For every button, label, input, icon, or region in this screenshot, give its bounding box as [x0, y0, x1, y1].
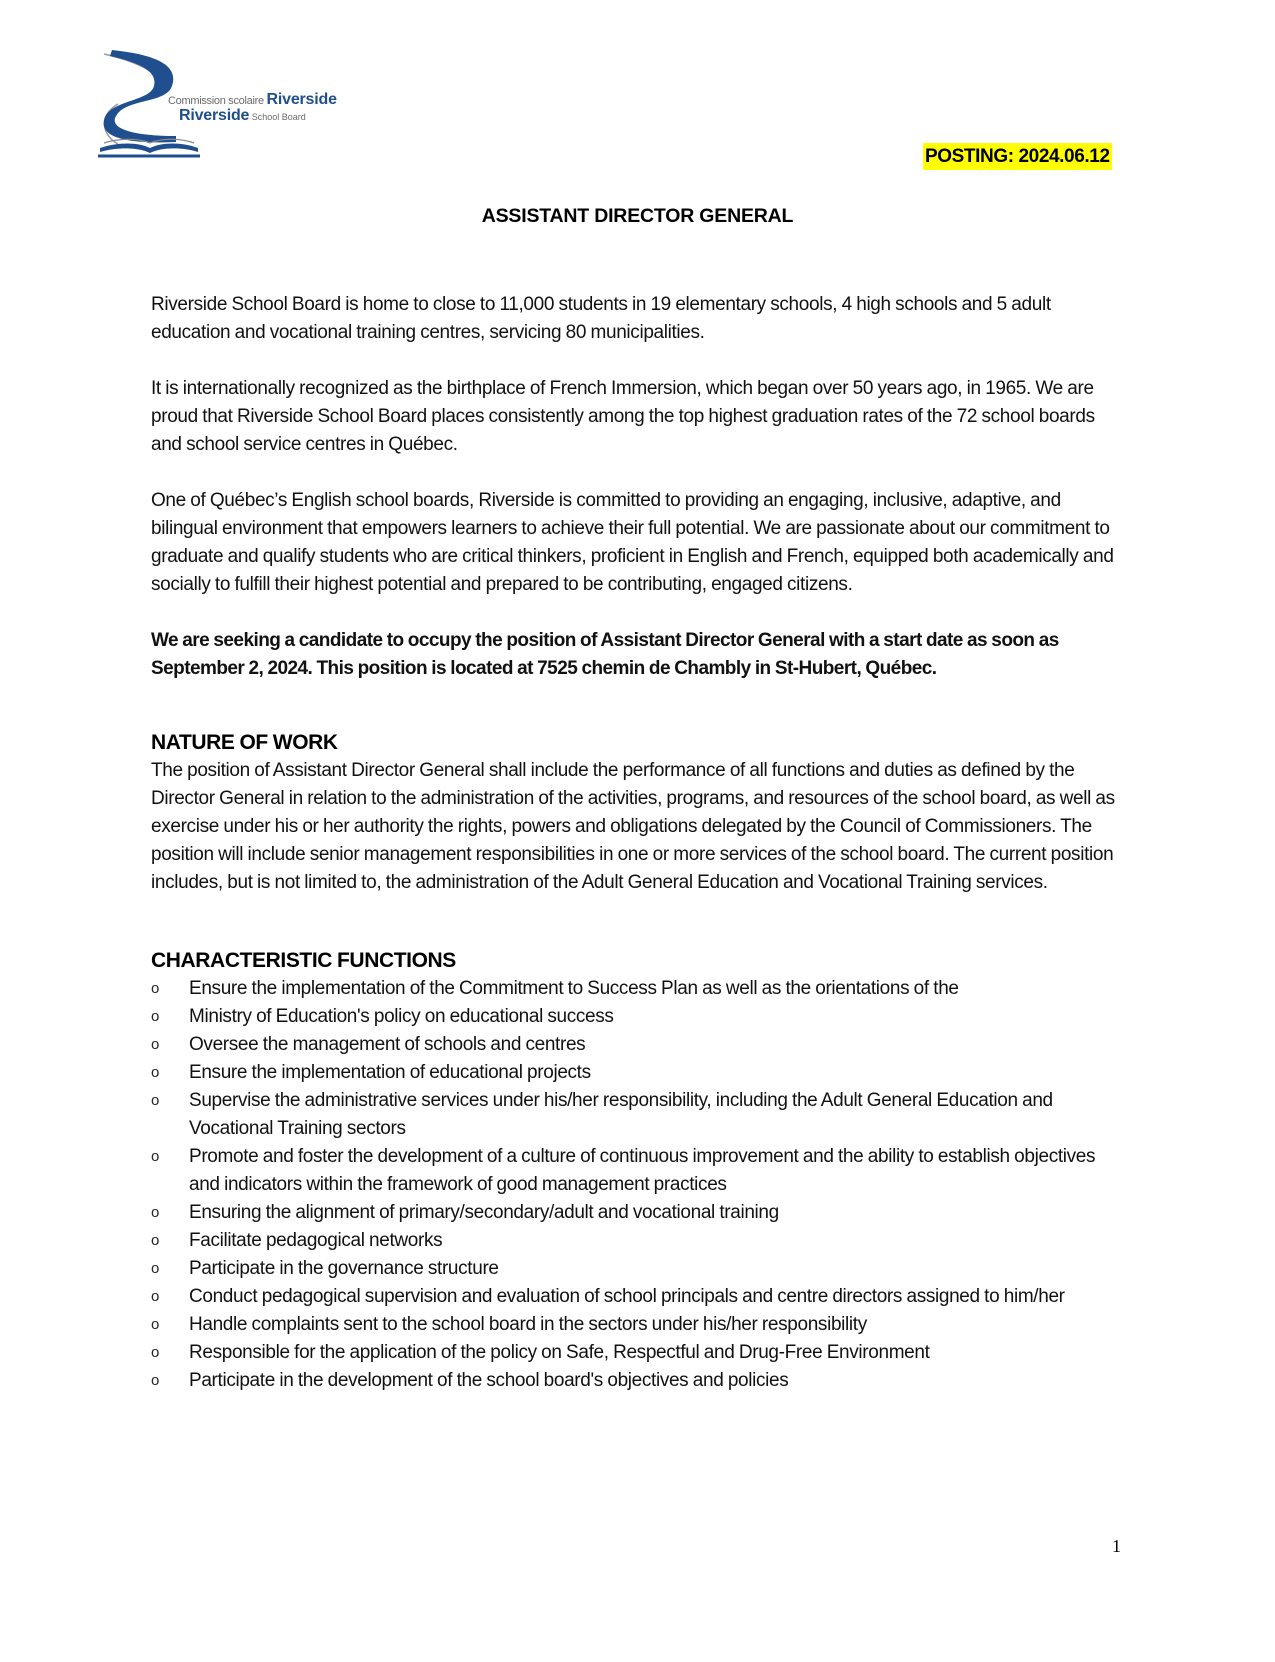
page-title: ASSISTANT DIRECTOR GENERAL [481, 205, 794, 227]
list-item: o Conduct pedagogical supervision and evaluation of school principals and centre directors assigned to him/her [151, 1283, 1126, 1311]
logo-line-french: Commission scolaire Riverside [168, 91, 337, 108]
hollow-circle-bullet-icon: o [151, 1092, 159, 1109]
hollow-circle-bullet-icon: o [151, 1288, 159, 1305]
intro-paragraph-2: It is internationally recognized as the birthplace of French Immersion, which began over 50 years ago, in 1965. We are proud that Riverside School Board places consistently among the top highest graduation rates of the 72 school boards and school service centres in Québec. [151, 378, 1095, 455]
list-item: o Participate in the governance structure [151, 1255, 1126, 1283]
characteristic-functions-list [151, 975, 1126, 1395]
posting-date-badge: POSTING: 2024.06.12 [923, 143, 1112, 170]
seeking-statement: We are seeking a candidate to occupy the position of Assistant Director General with a start date as soon as September 2, 2024. This position is located at 7525 chemin de Chambly in St-Hubert, Québec. [151, 630, 1059, 679]
intro-paragraph-1: Riverside School Board is home to close to 11,000 students in 19 elementary schools, 4 high schools and 5 adult education and vocational training centres, servicing 80 municipalities. [151, 294, 1051, 343]
list-item: o Ensuring the alignment of primary/secondary/adult and vocational training [151, 1199, 1126, 1227]
list-item: o Ministry of Education's policy on educational success [151, 1003, 1126, 1031]
list-item: o Promote and foster the development of a culture of continuous improvement and the ability to establish objectives and indicators within the framework of good management practices [151, 1143, 1126, 1199]
hollow-circle-bullet-icon: o [151, 1344, 159, 1361]
list-item: o Ensure the implementation of educational projects [151, 1059, 1126, 1087]
spacer [151, 925, 1126, 947]
logo-wordmark [168, 92, 368, 124]
hollow-circle-bullet-icon: o [151, 1036, 159, 1053]
riverside-logo [98, 44, 358, 164]
list-item: o Oversee the management of schools and centres [151, 1031, 1126, 1059]
list-item: o Facilitate pedagogical networks [151, 1227, 1126, 1255]
logo-line-english: Riverside School Board [179, 107, 306, 124]
list-item: o Responsible for the application of the policy on Safe, Respectful and Drug-Free Environment [151, 1339, 1126, 1367]
spacer [151, 711, 1126, 729]
intro-paragraph-3: One of Québec’s English school boards, Riverside is committed to providing an engaging, inclusive, adaptive, and bilingual environment that empowers learners to achieve their full potential. We are passionate about our commitment to graduate and qualify students who are critical thinkers, proficient in English and French, equipped both academically and socially to fulfill their highest potential and prepared to be contributing, engaged citizens. [151, 490, 1114, 595]
list-item: o Participate in the development of the school board's objectives and policies [151, 1367, 1126, 1395]
list-item: o Supervise the administrative services under his/her responsibility, including the Adult General Education and Vocational Training sectors [151, 1087, 1126, 1143]
list-item: o Handle complaints sent to the school board in the sectors under his/her responsibility [151, 1311, 1126, 1339]
characteristic-functions-heading: CHARACTERISTIC FUNCTIONS [151, 949, 456, 972]
hollow-circle-bullet-icon: o [151, 1204, 159, 1221]
hollow-circle-bullet-icon: o [151, 1064, 159, 1081]
hollow-circle-bullet-icon: o [151, 1008, 159, 1025]
hollow-circle-bullet-icon: o [151, 1316, 159, 1333]
hollow-circle-bullet-icon: o [151, 1260, 159, 1277]
document-body [151, 291, 1126, 1395]
nature-of-work-body: The position of Assistant Director General shall include the performance of all functions and duties as defined by the Director General in relation to the administration of the activities, programs, and resources of the school board, as well as exercise under his or her authority the rights, powers and obligations delegated by the Council of Commissioners. The position will include senior management responsibilities in one or more services of the school board. The current position includes, but is not limited to, the administration of the Adult General Education and Vocational Training services. [151, 760, 1115, 893]
list-item: o Ensure the implementation of the Commitment to Success Plan as well as the orientations of the [151, 975, 1126, 1003]
hollow-circle-bullet-icon: o [151, 1372, 159, 1389]
nature-of-work-heading: NATURE OF WORK [151, 731, 338, 754]
hollow-circle-bullet-icon: o [151, 980, 159, 997]
hollow-circle-bullet-icon: o [151, 1232, 159, 1249]
hollow-circle-bullet-icon: o [151, 1148, 159, 1165]
page-number: 1 [1112, 1536, 1121, 1556]
